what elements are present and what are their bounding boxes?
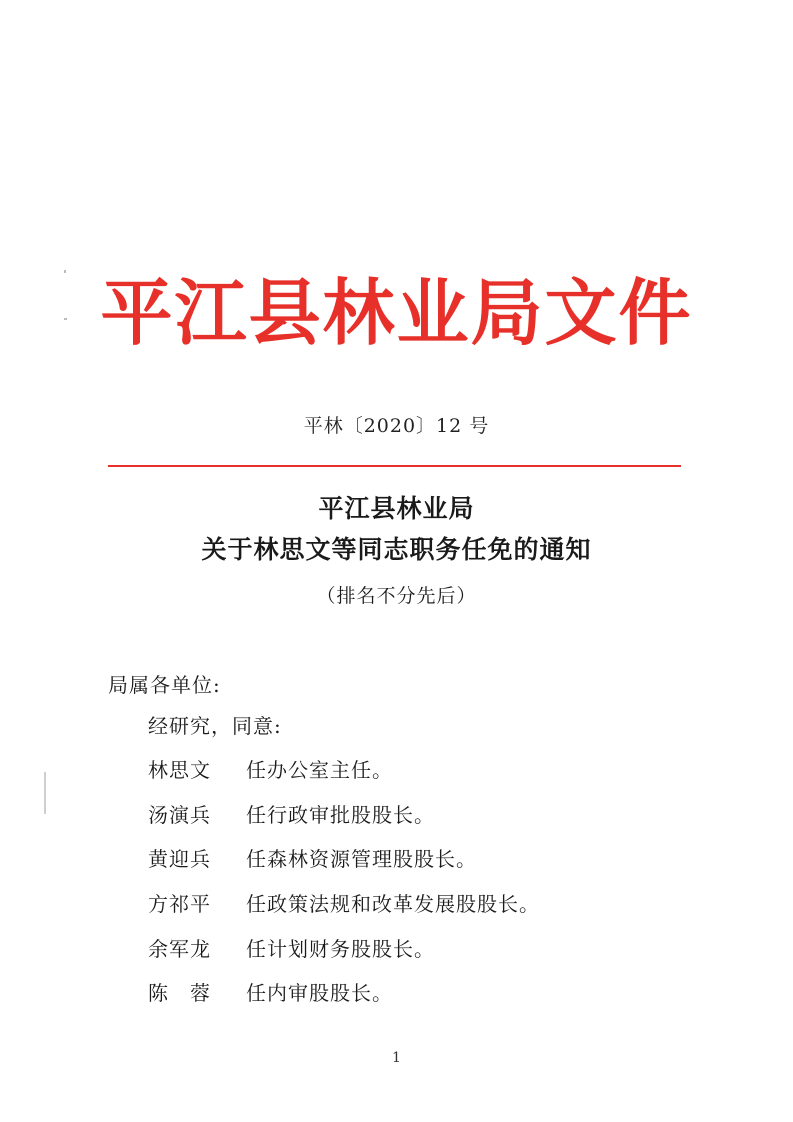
appointed-role: 任行政审批股股长。 — [246, 802, 435, 827]
appointee-name: 黄迎兵 — [148, 847, 211, 872]
appointed-role: 任内审股股长。 — [246, 981, 393, 1006]
appointee-name: 林思文 — [148, 758, 211, 782]
scan-artifact — [44, 772, 46, 814]
appointment-list — [148, 756, 540, 1024]
subject-note: （排名不分先后） — [316, 585, 477, 607]
appointee-name: 汤演兵 — [148, 802, 211, 827]
appointment-row — [148, 845, 540, 890]
appointed-role: 任森林资源管理股股长。 — [246, 847, 477, 872]
appointee-name: 陈 蓉 — [148, 981, 211, 1006]
issuing-authority-title: 平江县林业局文件 — [100, 270, 693, 355]
appointed-role: 任计划财务股股长。 — [246, 936, 435, 961]
intro-text: 经研究，同意: — [148, 714, 282, 738]
subject-title-line-1: 平江县林业局 — [318, 494, 475, 523]
appointment-row — [148, 979, 540, 1024]
appointment-row — [148, 756, 540, 801]
addressee: 局属各单位: — [108, 673, 221, 697]
appointee-name: 方祁平 — [148, 892, 211, 917]
red-separator-line — [108, 465, 681, 467]
appointed-role: 任办公室主任。 — [246, 758, 393, 782]
appointment-row — [148, 935, 540, 980]
appointed-role: 任政策法规和改革发展股股长。 — [246, 892, 540, 917]
appointment-row — [148, 801, 540, 846]
page-number: 1 — [392, 1050, 401, 1066]
appointment-row — [148, 890, 540, 935]
subject-title-line-2: 关于林思文等同志职务任免的通知 — [201, 535, 592, 564]
document-number: 平林〔2020〕12 号 — [303, 415, 490, 437]
appointee-name: 余军龙 — [148, 936, 211, 961]
